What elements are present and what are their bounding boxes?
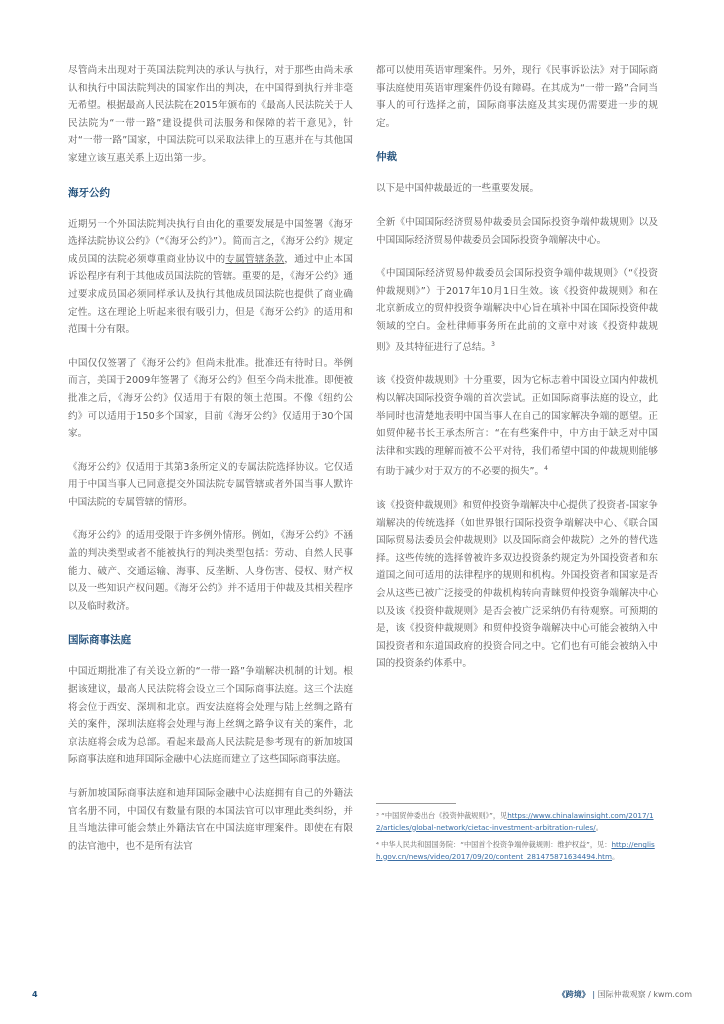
paragraph-hague-exceptions: 《海牙公约》的适用受限于许多例外情形。例如，《海牙公约》不涵盖的判决类型或者不能被执行的判决类型包括：劳动、自然人民事能力、破产、交通运输、海事、反垄断、人身伤害、侵权、财产权以及一些知识产权问题。《海牙公约》并不适用于仲裁及其相关程序以及临时救济。 — [68, 530, 353, 612]
footnote-ref-3[interactable]: 3 — [491, 340, 495, 348]
footnote-3: ³ “中国贸仲委出台《投资仲裁规则》”，见https://www.chinalawinsight.com/2017/12/articles/global-network/cietac-investment-arbitration-rules/。 — [376, 811, 654, 832]
paragraph-rules-significance: 该《投资仲裁规则》十分重要，因为它标志着中国设立国内仲裁机构以解决国际投资争端的首次尝试。正如国际商事法庭的设立，此举同时也清楚地表明中国当事人在自己的国家解决争端的愿望。正如贸仲秘书长王承杰所言：“在有些案件中，中方由于缺乏对中国法律和实践的理解而被不公平对待，我们希望中国的仲裁规则能够有助于减少对于双方的不必要的损失”。$^4$ — [376, 375, 658, 478]
paragraph-hague-ratification: 中国仅仅签署了《海牙公约》但尚未批准。批准还有待时日。举例而言，美国于2009年签署了《海牙公约》但至今尚未批准。即便被批准之后，《海牙公约》仅适用于有限的领土范围。不像《纽约公约》可以适用于150多个国家，目前《海牙公约》仅适用于30个国家。 — [68, 357, 353, 440]
right-column — [376, 62, 658, 868]
footnote-3-link[interactable]: https://www.chinalawinsight.com/2017/12/articles/global-network/cietac-investment-arbitration-rules/ — [376, 811, 654, 832]
heading-international-commercial-court: 国际商事法庭 — [68, 634, 131, 647]
page-number: 4 — [32, 990, 38, 999]
paragraph-hague-scope: 《海牙公约》仅适用于其第3条所定义的专属法院选择协议。它仅适用于中国当事人已同意提交外国法院专属管辖或者外国当事人默许中国法院的专属管辖的情形。 — [68, 461, 353, 508]
series-title: 国际仲裁观察 — [597, 990, 646, 999]
paragraph-court-plan: 中国近期批准了有关设立新的“一带一路”争端解决机制的计划。根据该建议，最高人民法院将会设立三个国际商事法庭。这三个法庭将会位于西安、深圳和北京。西安法庭将会处理与陆上丝绸之路有关的案件，深圳法庭将会处理与海上丝绸之路争议有关的案件，北京法庭将会成为总部。看起来最高人民法院是参考现有的新加坡国际商事法庭和迪拜国际金融中心法庭而建立了这些国际商事法庭。 — [68, 666, 353, 766]
footer-separator-2: / — [648, 990, 651, 999]
footnote-ref-4[interactable]: 4 — [544, 465, 548, 473]
paragraph-cietac-rules-title: 全新《中国国际经济贸易仲裁委员会国际投资争端仲裁规则》以及中国国际经济贸易仲裁委员会国际投资争端解决中心。 — [376, 216, 658, 246]
paragraph-cietac-rules-effective: 《中国国际经济贸易仲裁委员会国际投资争端仲裁规则》（“《投资仲裁规则》”）于2017年10月1日生效。该《投资仲裁规则》和在北京新成立的贸仲投资争端解决中心旨在填补中国在国际投资仲裁领域的空白。金杜律师事务所在此前的文章中对该《投资仲裁规则》及其特征进行了总结。$^3$ — [376, 268, 658, 353]
left-column — [68, 62, 353, 871]
paragraph-court-english: 都可以使用英语审理案件。另外，现行《民事诉讼法》对于国际商事法庭使用英语审理案件仍设有障碍。在其成为“一带一路”合同当事人的可行选择之前，国际商事法庭及其实现仍需要进一步的规定。 — [376, 65, 658, 129]
footnote-4-link[interactable]: http://english.gov.cn/news/video/2017/09/20/content_281475871634494.htm — [376, 840, 655, 861]
heading-arbitration: 仲裁 — [376, 151, 397, 164]
exclusive-jurisdiction-term: 专属管辖条款 — [225, 253, 285, 265]
site-link[interactable]: kwm.com — [653, 990, 692, 999]
paragraph-arbitration-intro: 以下是中国仲裁最近的一些重要发展。 — [376, 183, 540, 195]
paragraph-reciprocity: 尽管尚未出现对于英国法院判决的承认与执行，对于那些由尚未承认和执行中国法院判决的国家作出的判决，在中国得到执行并非毫无希望。根据最高人民法院在2015年颁布的《最高人民法院关于人民法院为“一带一路”建设提供司法服务和保障的若干意见》，针对“一带一路”国家，中国法院可以采取法律上的互惠并在与其他国家建立该互惠关系上迈出第一步。 — [68, 65, 353, 164]
heading-hague-convention: 海牙公约 — [68, 186, 110, 199]
footnote-4: ⁴ 中华人民共和国国务院：“中国首个投资争端仲裁规则：维护权益”，见：http://english.gov.cn/news/video/2017/09/20/content_281475871634494.htm。 — [376, 840, 655, 861]
footnote-divider — [376, 803, 456, 804]
paragraph-hague-intro: 近期另一个外国法院判决执行自由化的重要发展是中国签署《海牙选择法院协议公约》（“《海牙公约》”）。简而言之，《海牙公约》规定成员国的法院必须尊重商业协议中的专属管辖条款，通过中止本国诉讼程序有利于其他成员国法院的管辖。重要的是，《海牙公约》通过要求成员国必须同样承认及执行其他成员国法院也提供了商业确定性。这在理论上听起来很有吸引力，但是《海牙公约》的适用和范围十分有限。 — [68, 218, 353, 336]
footer-separator: | — [592, 990, 596, 999]
paragraph-court-judges: 与新加坡国际商事法庭和迪拜国际金融中心法庭拥有自己的外籍法官名册不同，中国仅有数量有限的本国法官可以审理此类纠纷，并且当地法律可能会禁止外籍法官在中国法庭审理案件。即使在有限的法官池中，也不是所有法官 — [68, 788, 353, 852]
paragraph-alternative-choice: 该《投资仲裁规则》和贸仲投资争端解决中心提供了投资者-国家争端解决的传统选择（如世界银行国际投资争端解决中心、《联合国国际贸易法委员会仲裁规则》以及国际商会仲裁院）之外的替代选择。这些传统的选择曾被许多双边投资条约规定为外国投资者和东道国之间可适用的法律程序的规则和机构。外国投资者和国家是否会从这些已被广泛接受的仲裁机构转向青睐贸仲投资争端解决中心以及该《投资仲裁规则》是否会被广泛采纳仍有待观察。可预期的是，该《投资仲裁规则》和贸仲投资争端解决中心可能会被纳入中国投资者和东道国政府的投资合同之中。它们也有可能会被纳入中国的投资条约体系中。 — [376, 500, 658, 670]
publication-title: 《跨境》 — [557, 990, 590, 999]
footer-brand — [558, 989, 692, 1000]
